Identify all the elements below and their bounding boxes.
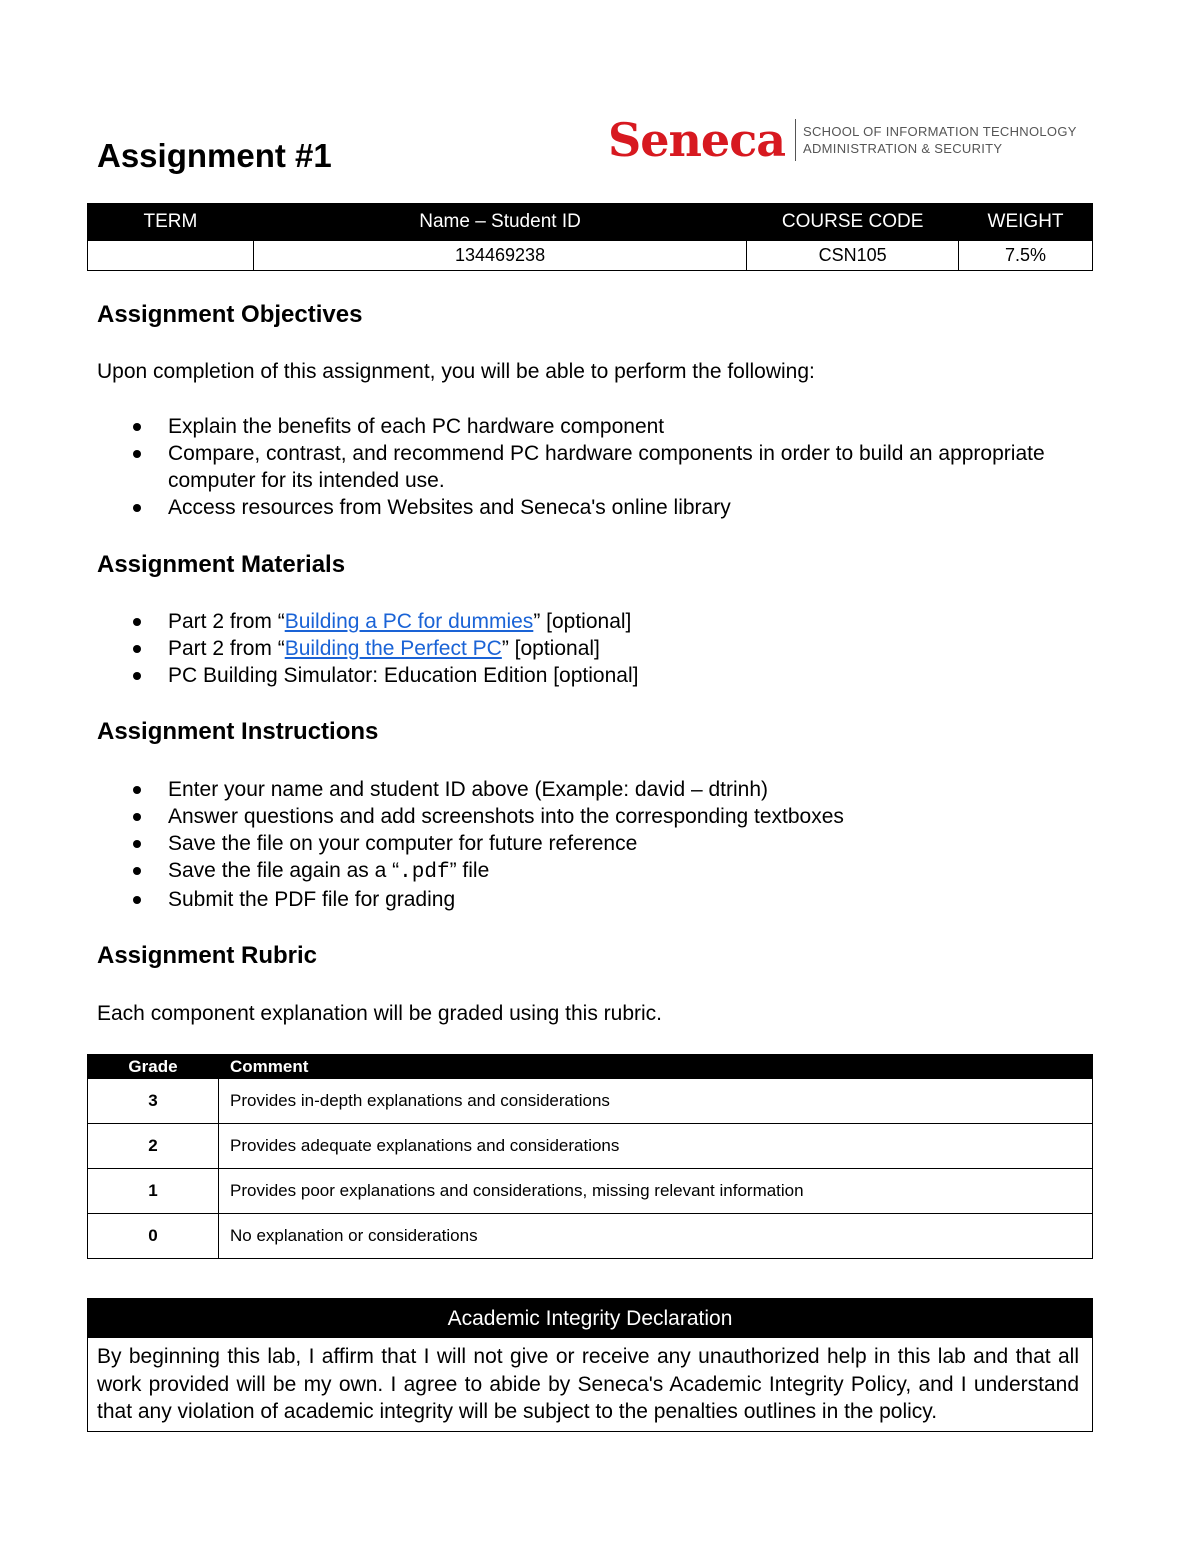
materials-list: [130, 608, 1070, 689]
comment-cell: Provides in-depth explanations and considerations: [219, 1079, 1093, 1124]
pdf-extension-code: .pdf: [399, 861, 450, 884]
list-item: Compare, contrast, and recommend PC hardware components in order to build an appropriate computer for its intended use.: [130, 440, 1070, 494]
info-header-row: [88, 204, 1093, 241]
table-row: [88, 1124, 1093, 1169]
material-suffix: ” [optional]: [501, 637, 600, 660]
table-row: [88, 1214, 1093, 1259]
grade-header: Grade: [88, 1055, 219, 1079]
info-value-row: [88, 241, 1093, 271]
list-item: PC Building Simulator: Education Edition [optional]: [130, 662, 1070, 689]
comment-cell: No explanation or considerations: [219, 1214, 1093, 1259]
materials-heading: Assignment Materials: [97, 551, 346, 578]
objectives-intro: Upon completion of this assignment, you will be able to perform the following:: [97, 360, 815, 383]
name-student-id-value[interactable]: 134469238: [253, 241, 746, 271]
grade-cell: 3: [88, 1079, 219, 1124]
pdf-instruction-prefix: Save the file again as a “: [168, 859, 400, 882]
page-title: Assignment #1: [97, 137, 332, 174]
course-info-table: [87, 203, 1093, 271]
logo-subtitle: [803, 123, 1077, 157]
weight-header: WEIGHT: [959, 204, 1093, 241]
rubric-intro: Each component explanation will be graded using this rubric.: [97, 1002, 663, 1025]
logo-subtitle-line2: ADMINISTRATION & SECURITY: [803, 141, 1003, 156]
comment-cell: Provides adequate explanations and considerations: [219, 1124, 1093, 1169]
rubric-table: [87, 1054, 1093, 1259]
table-row: [88, 1079, 1093, 1124]
academic-integrity-box: [87, 1298, 1093, 1432]
logo-divider: [795, 119, 796, 161]
building-the-perfect-pc-link[interactable]: Building the Perfect PC: [284, 637, 502, 660]
table-row: [88, 1169, 1093, 1214]
objectives-heading: Assignment Objectives: [97, 301, 363, 328]
declaration-heading: Academic Integrity Declaration: [88, 1299, 1092, 1338]
seneca-logo: [608, 114, 1077, 166]
grade-cell: 1: [88, 1169, 219, 1214]
list-item: Enter your name and student ID above (Example: david – dtrinh): [130, 776, 1070, 803]
course-code-value: CSN105: [747, 241, 959, 271]
list-item: Save the file on your computer for future reference: [130, 830, 1070, 857]
instructions-list: [130, 776, 1070, 913]
instructions-heading: Assignment Instructions: [97, 718, 379, 745]
logo-wordmark: Seneca: [608, 113, 786, 167]
list-item: Submit the PDF file for grading: [130, 886, 1070, 913]
list-item: [130, 608, 1070, 635]
material-prefix: Part 2 from “: [168, 637, 285, 660]
list-item: Access resources from Websites and Seneca's online library: [130, 494, 1070, 521]
grade-cell: 2: [88, 1124, 219, 1169]
list-item: [130, 857, 1070, 886]
pdf-instruction-suffix: ” file: [449, 859, 490, 882]
material-suffix: ” [optional]: [533, 610, 632, 633]
list-item: Explain the benefits of each PC hardware component: [130, 413, 1070, 440]
grade-cell: 0: [88, 1214, 219, 1259]
logo-subtitle-line1: SCHOOL OF INFORMATION TECHNOLOGY: [803, 124, 1077, 139]
material-prefix: Part 2 from “: [168, 610, 285, 633]
course-code-header: COURSE CODE: [747, 204, 959, 241]
rubric-heading: Assignment Rubric: [97, 942, 318, 969]
declaration-body: By beginning this lab, I affirm that I will not give or receive any unauthorized help in this lab and that all work provided will be my own. I agree to abide by Seneca's Academic Integrity Policy, and I understand that any violation of academic integrity will be subject to the penalties outlines in the policy.: [97, 1345, 1079, 1423]
term-header: TERM: [88, 204, 254, 241]
term-value[interactable]: [88, 241, 254, 271]
weight-value: 7.5%: [959, 241, 1093, 271]
name-student-id-header: Name – Student ID: [253, 204, 746, 241]
building-a-pc-for-dummies-link[interactable]: Building a PC for dummies: [284, 610, 534, 633]
list-item: Answer questions and add screenshots into the corresponding textboxes: [130, 803, 1070, 830]
rubric-header-row: [88, 1055, 1093, 1079]
comment-cell: Provides poor explanations and considerations, missing relevant information: [219, 1169, 1093, 1214]
list-item: [130, 635, 1070, 662]
objectives-list: [130, 413, 1070, 521]
comment-header: Comment: [219, 1055, 1093, 1079]
